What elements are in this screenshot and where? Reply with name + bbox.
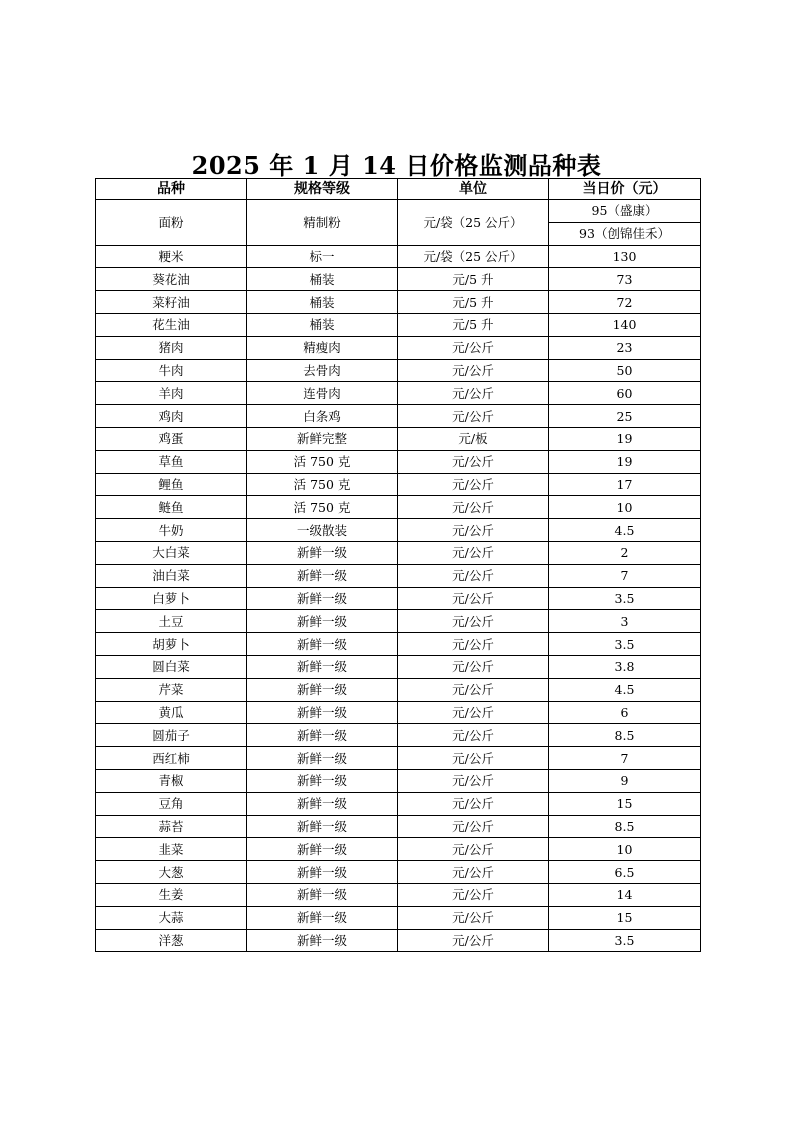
cell-price: 14 (549, 883, 701, 906)
cell-grade: 新鲜一级 (247, 747, 398, 770)
table-row (96, 655, 701, 678)
cell-unit: 元/公斤 (398, 519, 549, 542)
cell-price: 8.5 (549, 815, 701, 838)
cell-unit: 元/公斤 (398, 678, 549, 701)
cell-price: 9 (549, 769, 701, 792)
cell-price: 15 (549, 792, 701, 815)
cell-variety: 大葱 (96, 861, 247, 884)
cell-price: 6 (549, 701, 701, 724)
cell-variety: 大蒜 (96, 906, 247, 929)
header-grade: 规格等级 (247, 179, 398, 200)
cell-grade: 新鲜一级 (247, 724, 398, 747)
cell-grade: 新鲜完整 (247, 427, 398, 450)
cell-price: 93（创锦佳禾） (549, 222, 701, 245)
cell-price: 6.5 (549, 861, 701, 884)
cell-price: 7 (549, 747, 701, 770)
table-row-flour (96, 200, 701, 223)
table-row (96, 427, 701, 450)
cell-unit: 元/公斤 (398, 655, 549, 678)
cell-unit: 元/公斤 (398, 815, 549, 838)
cell-unit: 元/公斤 (398, 473, 549, 496)
cell-grade: 去骨肉 (247, 359, 398, 382)
cell-unit: 元/公斤 (398, 336, 549, 359)
cell-price: 2 (549, 541, 701, 564)
table-row (96, 587, 701, 610)
cell-variety: 羊肉 (96, 382, 247, 405)
table-row (96, 724, 701, 747)
cell-unit: 元/公斤 (398, 450, 549, 473)
cell-price: 3.5 (549, 929, 701, 952)
cell-variety: 葵花油 (96, 268, 247, 291)
cell-price: 19 (549, 427, 701, 450)
cell-unit: 元/5 升 (398, 313, 549, 336)
cell-unit: 元/公斤 (398, 724, 549, 747)
cell-variety: 大白菜 (96, 541, 247, 564)
cell-grade: 标一 (247, 245, 398, 268)
cell-variety: 牛奶 (96, 519, 247, 542)
cell-price: 23 (549, 336, 701, 359)
cell-variety: 猪肉 (96, 336, 247, 359)
cell-grade: 新鲜一级 (247, 929, 398, 952)
table-row (96, 929, 701, 952)
cell-grade: 桶装 (247, 268, 398, 291)
table-header-row (96, 179, 701, 200)
cell-variety: 圆茄子 (96, 724, 247, 747)
cell-unit: 元/公斤 (398, 541, 549, 564)
cell-price: 50 (549, 359, 701, 382)
cell-unit: 元/公斤 (398, 906, 549, 929)
cell-grade: 新鲜一级 (247, 883, 398, 906)
cell-price: 3.5 (549, 633, 701, 656)
cell-price: 4.5 (549, 519, 701, 542)
table-row (96, 450, 701, 473)
cell-variety: 粳米 (96, 245, 247, 268)
table-row (96, 245, 701, 268)
cell-unit: 元/袋（25 公斤） (398, 245, 549, 268)
cell-variety: 蒜苔 (96, 815, 247, 838)
cell-unit: 元/公斤 (398, 769, 549, 792)
cell-variety: 生姜 (96, 883, 247, 906)
cell-price: 10 (549, 838, 701, 861)
table-row (96, 678, 701, 701)
cell-variety: 黄瓜 (96, 701, 247, 724)
cell-price: 3 (549, 610, 701, 633)
table-row (96, 633, 701, 656)
header-variety: 品种 (96, 179, 247, 200)
cell-price: 17 (549, 473, 701, 496)
cell-price: 4.5 (549, 678, 701, 701)
header-unit: 单位 (398, 179, 549, 200)
cell-unit: 元/公斤 (398, 382, 549, 405)
cell-variety: 洋葱 (96, 929, 247, 952)
cell-unit: 元/公斤 (398, 838, 549, 861)
cell-unit: 元/公斤 (398, 861, 549, 884)
header-price: 当日价（元） (549, 179, 701, 200)
cell-variety: 草鱼 (96, 450, 247, 473)
cell-variety: 牛肉 (96, 359, 247, 382)
cell-grade: 白条鸡 (247, 405, 398, 428)
table-row (96, 769, 701, 792)
cell-grade: 精瘦肉 (247, 336, 398, 359)
table-row (96, 291, 701, 314)
cell-variety: 鲢鱼 (96, 496, 247, 519)
cell-unit: 元/板 (398, 427, 549, 450)
cell-variety: 西红柿 (96, 747, 247, 770)
cell-variety: 菜籽油 (96, 291, 247, 314)
cell-variety: 土豆 (96, 610, 247, 633)
table-row (96, 792, 701, 815)
table-row (96, 701, 701, 724)
table-row (96, 405, 701, 428)
cell-unit: 元/公斤 (398, 496, 549, 519)
table-row (96, 747, 701, 770)
cell-grade: 新鲜一级 (247, 655, 398, 678)
cell-unit: 元/袋（25 公斤） (398, 200, 549, 246)
cell-variety: 面粉 (96, 200, 247, 246)
table-row (96, 268, 701, 291)
cell-grade: 活 750 克 (247, 450, 398, 473)
cell-unit: 元/公斤 (398, 747, 549, 770)
table-row (96, 838, 701, 861)
table-row (96, 541, 701, 564)
cell-unit: 元/公斤 (398, 564, 549, 587)
cell-variety: 豆角 (96, 792, 247, 815)
cell-variety: 油白菜 (96, 564, 247, 587)
cell-unit: 元/公斤 (398, 587, 549, 610)
cell-price: 140 (549, 313, 701, 336)
page-title: 2025 年 1 月 14 日价格监测品种表 (191, 151, 602, 180)
cell-unit: 元/公斤 (398, 633, 549, 656)
cell-grade: 新鲜一级 (247, 861, 398, 884)
table-row (96, 906, 701, 929)
cell-price: 10 (549, 496, 701, 519)
cell-price: 3.8 (549, 655, 701, 678)
cell-price: 8.5 (549, 724, 701, 747)
cell-price: 60 (549, 382, 701, 405)
cell-grade: 新鲜一级 (247, 792, 398, 815)
table-row (96, 496, 701, 519)
cell-unit: 元/公斤 (398, 405, 549, 428)
table-row (96, 359, 701, 382)
cell-grade: 桶装 (247, 291, 398, 314)
cell-variety: 圆白菜 (96, 655, 247, 678)
cell-grade: 精制粉 (247, 200, 398, 246)
table-row (96, 815, 701, 838)
cell-grade: 连骨肉 (247, 382, 398, 405)
table-row (96, 610, 701, 633)
table-body (96, 200, 701, 952)
cell-price: 3.5 (549, 587, 701, 610)
cell-variety: 青椒 (96, 769, 247, 792)
table-row (96, 382, 701, 405)
cell-grade: 新鲜一级 (247, 701, 398, 724)
table-row (96, 883, 701, 906)
cell-price: 95（盛康） (549, 200, 701, 223)
table-row (96, 519, 701, 542)
cell-price: 72 (549, 291, 701, 314)
cell-unit: 元/公斤 (398, 929, 549, 952)
table-row (96, 313, 701, 336)
cell-price: 19 (549, 450, 701, 473)
cell-unit: 元/5 升 (398, 291, 549, 314)
cell-unit: 元/公斤 (398, 610, 549, 633)
cell-variety: 鸡肉 (96, 405, 247, 428)
cell-grade: 新鲜一级 (247, 906, 398, 929)
price-monitoring-table (95, 178, 701, 952)
cell-unit: 元/公斤 (398, 359, 549, 382)
cell-grade: 新鲜一级 (247, 610, 398, 633)
table-row (96, 473, 701, 496)
cell-price: 73 (549, 268, 701, 291)
cell-grade: 新鲜一级 (247, 633, 398, 656)
cell-price: 25 (549, 405, 701, 428)
cell-grade: 新鲜一级 (247, 838, 398, 861)
cell-variety: 韭菜 (96, 838, 247, 861)
cell-grade: 新鲜一级 (247, 587, 398, 610)
cell-grade: 活 750 克 (247, 496, 398, 519)
cell-variety: 胡萝卜 (96, 633, 247, 656)
cell-grade: 新鲜一级 (247, 564, 398, 587)
cell-unit: 元/5 升 (398, 268, 549, 291)
cell-grade: 桶装 (247, 313, 398, 336)
cell-grade: 一级散装 (247, 519, 398, 542)
cell-price: 7 (549, 564, 701, 587)
cell-unit: 元/公斤 (398, 883, 549, 906)
table-row (96, 336, 701, 359)
table-row (96, 564, 701, 587)
cell-variety: 花生油 (96, 313, 247, 336)
cell-variety: 鸡蛋 (96, 427, 247, 450)
cell-variety: 芹菜 (96, 678, 247, 701)
cell-grade: 活 750 克 (247, 473, 398, 496)
cell-grade: 新鲜一级 (247, 769, 398, 792)
cell-variety: 白萝卜 (96, 587, 247, 610)
table-row (96, 861, 701, 884)
cell-grade: 新鲜一级 (247, 815, 398, 838)
cell-price: 130 (549, 245, 701, 268)
cell-unit: 元/公斤 (398, 701, 549, 724)
cell-grade: 新鲜一级 (247, 678, 398, 701)
cell-grade: 新鲜一级 (247, 541, 398, 564)
cell-unit: 元/公斤 (398, 792, 549, 815)
cell-price: 15 (549, 906, 701, 929)
cell-variety: 鲤鱼 (96, 473, 247, 496)
